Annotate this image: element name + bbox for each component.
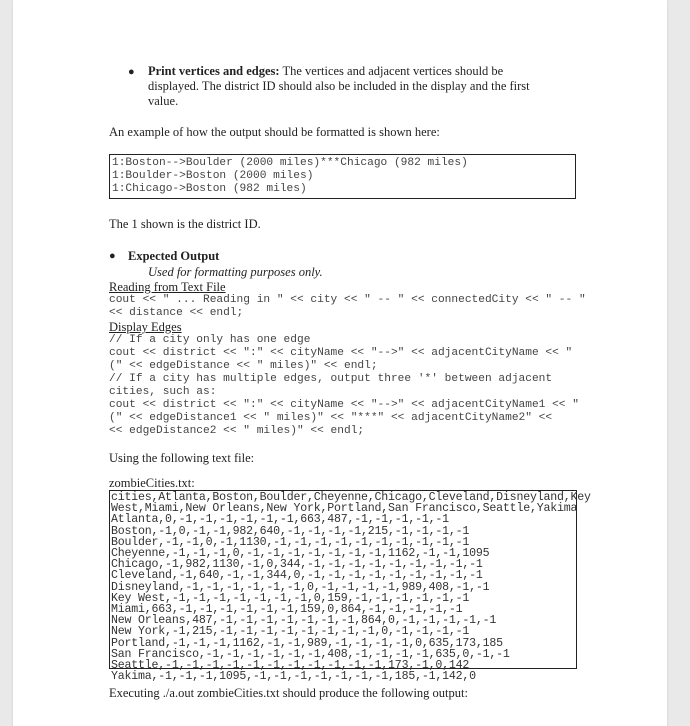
example-line: 1:Boston-->Boulder (2000 miles)***Chicago (982 miles) (112, 157, 468, 169)
display-code (109, 334, 579, 438)
reading-code (109, 294, 586, 320)
data-line: Portland,-1,-1,-1,1162,-1,-1,989,-1,-1,-1,-1,0,635,173,185 (111, 636, 503, 650)
data-line: Atlanta,0,-1,-1,-1,-1,-1,-1,663,487,-1,-1,-1,-1,-1 (111, 513, 449, 527)
code-line: (" << edgeDistance1 << " miles)" << "***" << adjacentCityName2" << (109, 412, 553, 424)
data-line: Cleveland,-1,640,-1,-1,344,0,-1,-1,-1,-1,-1,-1,-1,-1,-1 (111, 569, 483, 583)
code-line: << distance << endl; (109, 307, 244, 319)
code-line: << edgeDistance2 << " miles)" << endl; (109, 425, 365, 437)
bullet-print-vertices (148, 64, 618, 109)
data-line: West,Miami,New Orleans,New York,Portland,San Francisco,Seattle,Yakima (111, 502, 578, 516)
data-line: cities,Atlanta,Boston,Boulder,Cheyenne,Chicago,Cleveland,Disneyland,Key (111, 491, 591, 504)
bullet-dot: ● (128, 66, 135, 78)
reading-heading: Reading from Text File (109, 280, 226, 294)
district-note: The 1 shown is the district ID. (109, 217, 261, 231)
data-line: New York,-1,215,-1,-1,-1,-1,-1,-1,-1,-1,0,-1,-1,-1,-1 (111, 625, 470, 639)
data-line: Yakima,-1,-1,-1,1095,-1,-1,-1,-1,-1,-1,-1,185,-1,142,0 (111, 670, 476, 684)
bullet-bold-label: Print vertices and edges: (148, 64, 280, 78)
expected-output-title: Expected Output (128, 249, 220, 263)
data-line: Cheyenne,-1,-1,-1,0,-1,-1,-1,-1,-1,-1,-1,1162,-1,-1,1095 (111, 547, 490, 561)
data-line: Miami,663,-1,-1,-1,-1,-1,-1,159,0,864,-1,-1,-1,-1,-1 (111, 603, 463, 617)
executing-text: Executing ./a.out zombieCities.txt should produce the following output: (109, 686, 468, 700)
example-intro: An example of how the output should be formatted is shown here: (109, 125, 440, 139)
code-line: // If a city only has one edge (109, 334, 311, 346)
data-line: San Francisco,-1,-1,-1,-1,-1,-1,408,-1,-1,-1,-1,635,0,-1,-1 (111, 647, 510, 661)
code-line: cout << district << ":" << cityName << "-->" << adjacentCityName << " (109, 347, 573, 359)
data-file-box (109, 490, 591, 684)
data-line: Disneyland,-1,-1,-1,-1,-1,-1,0,-1,-1,-1,-1,989,408,-1,-1 (111, 580, 490, 594)
example-output-box (109, 154, 576, 199)
using-text: Using the following text file: (109, 451, 255, 465)
bullet-dot: ● (109, 250, 116, 262)
bullet-text-line1: The vertices and adjacent vertices should be (279, 64, 504, 78)
code-line: (" << edgeDistance << " miles)" << endl; (109, 360, 378, 372)
code-line: // If a city has multiple edges, output three '*' between adjacent (109, 373, 553, 385)
data-line: Seattle,-1,-1,-1,-1,-1,-1,-1,-1,-1,-1,-1,173,-1,0,142 (111, 659, 470, 673)
data-line: Key West,-1,-1,-1,-1,-1,-1,-1,0,159,-1,-1,-1,-1,-1,-1 (111, 591, 470, 605)
document-page (13, 0, 667, 726)
bullet-text-line2: displayed. The district ID should also be included in the display and the first (148, 79, 530, 93)
data-line: Boston,-1,0,-1,-1,982,640,-1,-1,-1,-1,215,-1,-1,-1,-1 (111, 524, 470, 538)
data-line: New Orleans,487,-1,-1,-1,-1,-1,-1,-1,864,0,-1,-1,-1,-1,-1 (111, 614, 497, 628)
code-line: cities, such as: (109, 386, 217, 398)
expected-output-subtitle: Used for formatting purposes only. (148, 265, 323, 279)
bullet-text-line3: value. (148, 94, 179, 108)
code-line: cout << " ... Reading in " << city << " -- " << connectedCity << " -- " (109, 294, 586, 306)
example-line: 1:Chicago->Boston (982 miles) (112, 183, 307, 195)
display-heading: Display Edges (109, 320, 182, 334)
example-line: 1:Boulder->Boston (2000 miles) (112, 170, 314, 182)
data-line: Chicago,-1,982,1130,-1,0,344,-1,-1,-1,-1,-1,-1,-1,-1,-1 (111, 558, 483, 572)
data-line: Boulder,-1,-1,0,-1,1130,-1,-1,-1,-1,-1,-1,-1,-1,-1,-1 (111, 535, 470, 549)
code-line: cout << district << ":" << cityName << "-->" << adjacentCityName1 << " (109, 399, 579, 411)
file-name: zombieCities.txt: (109, 476, 195, 490)
